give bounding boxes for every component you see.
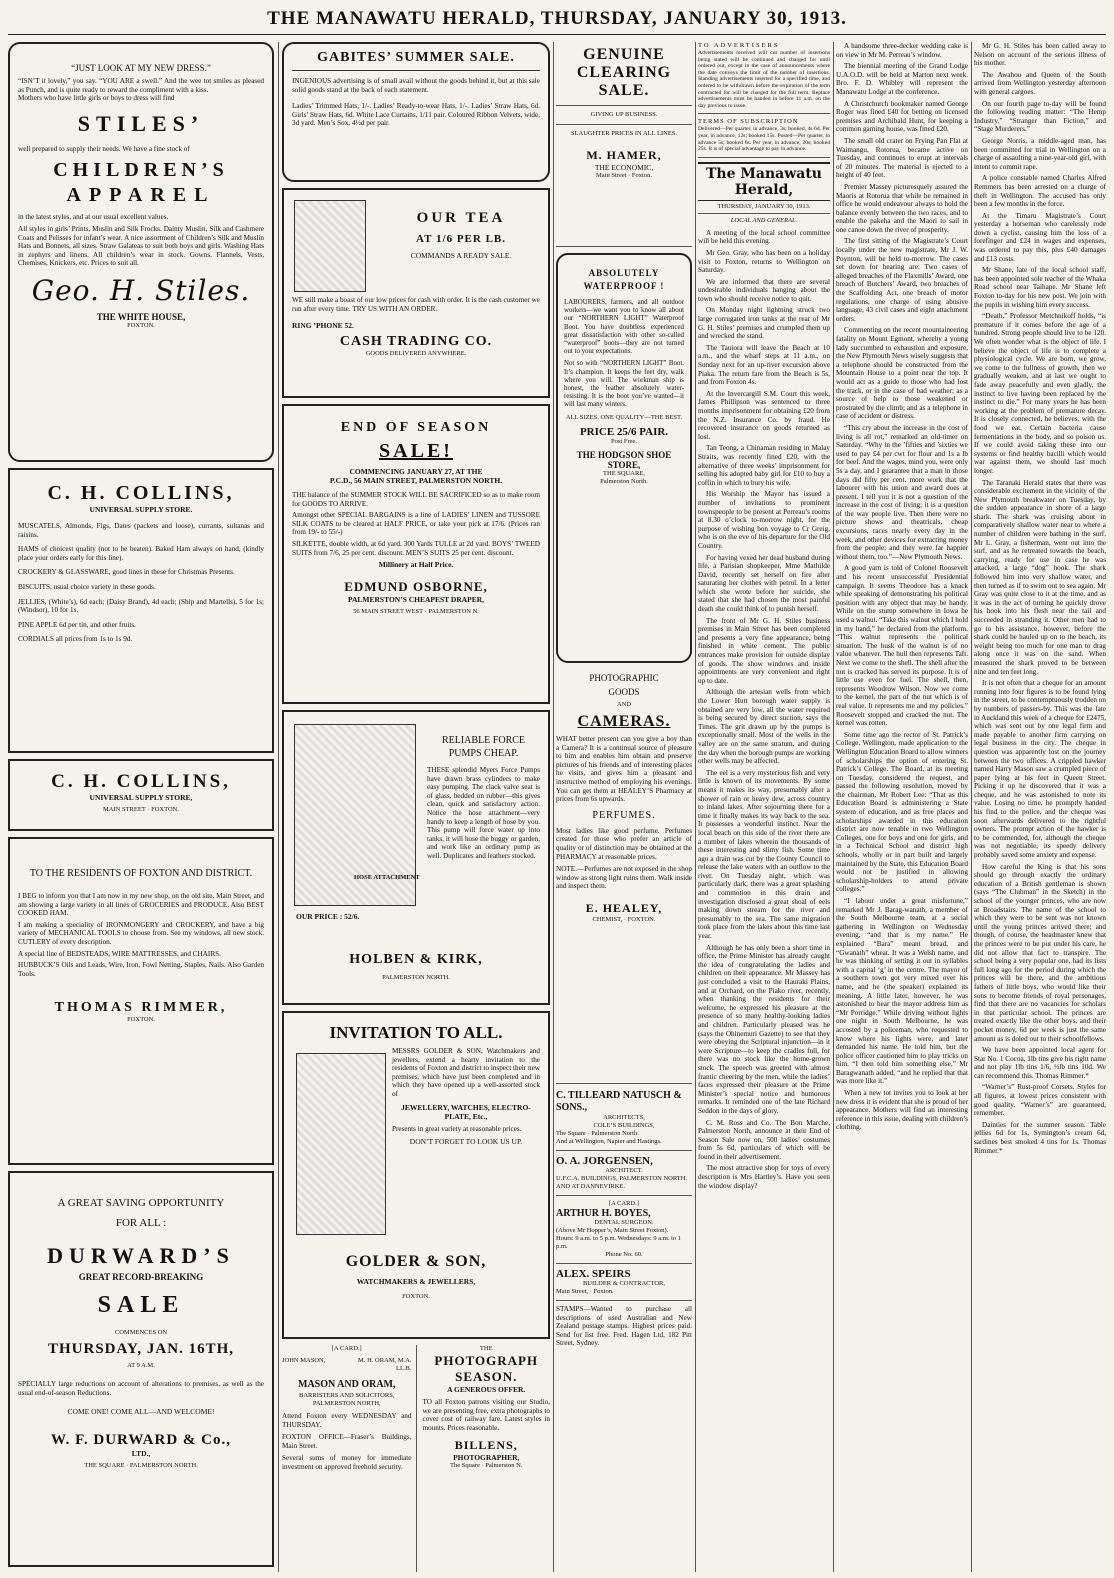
news-paragraph: We have been appointed local agent for Star No. 1 Cocoa, 1lb tins give his right name and not play 1lb tins 1/6, ½lb tins 10d. We can recommend this. Thomas Rimmer.* bbox=[974, 1046, 1106, 1080]
osborne-line-3: COMMENCING JANUARY 27, AT THE bbox=[349, 467, 483, 476]
golder-presents: Presents in great variety at reasonable prices. bbox=[392, 1124, 522, 1133]
collins-item: PINE APPLE 6d per tin, and other fruits. bbox=[18, 620, 136, 629]
news-paragraph: At the Invercargill S.M. Court this week, James Phillipson was sentenced to three months imprisonment for obtaining £20 from the N.Z. Insurance Co. by fraud. He recovered insurance on goods returned as lost. bbox=[698, 389, 830, 441]
durward-date: THURSDAY, JAN. 16TH, bbox=[47, 1341, 234, 1357]
billens-ad bbox=[423, 1345, 551, 1572]
hodgson-address: Palmerston North. bbox=[600, 477, 648, 485]
gabites-title: GABITES’ SUMMER SALE. bbox=[292, 50, 540, 71]
osborne-p4: Millinery at Half Price. bbox=[378, 560, 454, 570]
column-4 bbox=[698, 42, 830, 1572]
stiles-heading-1: CHILDREN’S bbox=[53, 159, 229, 182]
durward-time: AT 9 A.M. bbox=[127, 1362, 155, 1369]
speirs-sub: BUILDER & CONTRACTOR, bbox=[582, 1280, 666, 1287]
stiles-mothers: Mothers who have little girls or boys to dress will find bbox=[18, 94, 175, 103]
speirs-address: Main Street, · Foxton. bbox=[556, 1288, 614, 1295]
holben-name: HOLBEN & KIRK, bbox=[349, 952, 483, 967]
golder-town: FOXTON. bbox=[402, 1293, 430, 1300]
durward-name: DURWARD’S bbox=[47, 1243, 235, 1268]
news-paragraph: A meeting of the local school committee will be held this evening. bbox=[698, 228, 830, 246]
healey-line-2: GOODS bbox=[608, 687, 640, 697]
masthead-rule bbox=[8, 34, 1106, 35]
durward-sale: SALE bbox=[97, 1292, 185, 1318]
news-paragraph: Some time ago the rector of St. Patrick’s College, Wellington, made application to the Wellington Education Board to allow winners of scholarships the option of entering St. Patrick’s College. The Board, at its meeting on Tuesday, considered the request, and passed the following resolution, moved by the chairman, Mr Robert Lee: “That as this Education Board is administering a State system of education, and as free places and scholarships awarded in this education district are now tenable in two Wellington Colleges, one for boys and one for girls, and in a Technical School and district high schools, wholly or in part built and largely maintained by the State, this Education Board would not be justified in allowing scholarship-holders to attend private colleges.” bbox=[836, 730, 968, 894]
gabites-p1: INGENIOUS advertising is of small avail without the goods behind it, but at this sale solid goods stand at the back of each statement. bbox=[292, 77, 540, 94]
jewellery-display-illustration bbox=[296, 1053, 386, 1235]
cash-name: CASH TRADING CO. bbox=[339, 334, 493, 350]
osborne-line-4: P.C.D., 56 MAIN STREET, PALMERSTON NORTH. bbox=[329, 476, 503, 485]
editorial-date: THURSDAY, JANUARY 30, 1913. bbox=[717, 202, 811, 210]
news-paragraph: The Taranaki Herald states that there was considerable excitement in the vicinity of the New Plymouth breakwater on Tuesday, by the sudden appearance in shore of a large shark. The shark was cruising about in comparatively shallow water near to where a number of children were bathing in the surf. Mr L. Gray, a fisherman, went out into the surf, and as he retreated towards the beach, carrying, ready for use in case he was attacked, a large “dog” hook. The shark followed him into very shallow water, and then turned as if to swim out to sea again. Mr Gray was quite close to it at the time, and as it was in the act of turning he quickly drove his hook into his flesh near the tail and succeeded in stranding it. Other men had to go to his assistance, however, before the shark could be hauled up on to the beach, its weight being too much for one man to drag along once it was on the sand. When measured the shark proved to be between nine and ten feet long. bbox=[974, 478, 1106, 676]
jorgensen-ad bbox=[556, 1155, 692, 1196]
subscription-title: TERMS OF SUBSCRIPTION bbox=[698, 118, 799, 126]
hodgson-post: Post Free. bbox=[611, 437, 637, 445]
gabites-p2: Ladies’ Trimmed Hats, 1/-. Ladies’ Ready-to-wear Hats, 1/-. Ladies’ Straw Hats, 6d. Girls’ Straw Hats, 6d. White Lace Curtains, 1/11 pair. Coloured Ribbon Velvets, wide, 3d yard. Men’s Sox, 4½d per pair. bbox=[292, 102, 540, 128]
osborne-p2: Amongst other SPECIAL BARGAINS is a line of LADIES’ LINEN and TUSSORE SILK COATS to be cleared at HALF PRICE, or take your pick at 17/6. (Prices ran from 19/- to 55/-) bbox=[292, 511, 540, 537]
mason-p2: FOXTON OFFICE—Fraser’s Buildings, Main Street. bbox=[282, 1433, 412, 1450]
news-paragraph: The Tauiora will leave the Beach at 10 a.m., and the wharf steps at 11 a.m., on Sunday next for an up-river excursion above Piaka. The return fare from the Beach is 5s, and from Foxton 4s. bbox=[698, 343, 830, 387]
mason-card: [A CARD.] bbox=[331, 1345, 362, 1352]
news-paragraph: A police constable named Charles Alfred Remmers has been arrested on a charge of theft in Wellington. The accused has only been a few months in the force. bbox=[974, 174, 1106, 209]
holben-address: PALMERSTON NORTH. bbox=[382, 974, 450, 981]
osborne-line-1: END OF SEASON bbox=[340, 420, 492, 435]
rimmer-title: TO THE RESIDENTS OF FOXTON AND DISTRICT. bbox=[29, 868, 253, 879]
billens-address: The Square · Palmerston N. bbox=[450, 1462, 523, 1470]
healey-name: E. HEALEY, bbox=[585, 900, 663, 915]
pump-hose-label: HOSE ATTACHMENT bbox=[354, 874, 420, 881]
news-paragraph: “This cry about the increase in the cost of living is all rot,” remarked an old-timer on Saturday. “Why in the ’fifties and ’sixties we used to pay £4 per cwt for flour and 1s a lb for beef. And the wages, mind you, were only 5s a day, and I guarantee that a man in those days did fifty per cent. more work that the labourer with his union and award does at present. I tell you it is not a question of the increase in the cost of living; it is a question of the way people live. Then there were no picture shows and theatricals, cheap excursions, races nearly every day in the week, and other devices for extracting money from the people; and they were far happier without them, too.”—New Plymouth News. bbox=[836, 423, 968, 561]
column-1 bbox=[8, 42, 274, 1572]
rimmer-p3: A special line of BEDSTEADS, WIRE MATTRESSES, and CHAIRS. bbox=[18, 949, 221, 958]
collins-item: HAMS of choicest quality (not to be beaten). Baked Ham always on hand, (kindly place your orders early for this line). bbox=[18, 545, 264, 562]
cash-trading-ad bbox=[282, 188, 550, 398]
collins-item: MUSCATELS, Almonds, Figs, Dates (packets and loose), currants, sultanas and raisins. bbox=[18, 522, 264, 539]
healey-ad bbox=[556, 673, 692, 1084]
durward-line-1: A GREAT SAVING OPPORTUNITY bbox=[57, 1197, 225, 1209]
tilleard-sub: ARCHITECTS, bbox=[603, 1114, 645, 1121]
stiles-intro: “ISN’T it lovely,” you say. “YOU ARE a swell.” And the wee tot smiles as pleased as Punch, and is quite ready to reward the compliment with a kiss. bbox=[18, 77, 264, 94]
local-news-list bbox=[698, 229, 830, 1191]
hodgson-p2: Not so with “NORTHERN LIGHT” Boot. It’s champion. It keeps the feet dry, walk where you will. The workman ship is honest, the leather absolutely water-resisting. It is the boot you’ve wanted—it will last many winters. bbox=[564, 360, 684, 409]
news-paragraph: Dainties for the summer season. Table jellies 6d for 1s, Symington’s cream 6d, sardines best smoked 4 tins for 1s. Thomas Rimmer.* bbox=[974, 1120, 1106, 1155]
news-paragraph: When a new tot invites you to look at her new dress it is evident that she is proud of her appearance. Mothers will find an interesting reference in this issue, dealing with children’s clothing. bbox=[836, 1089, 968, 1132]
durward-ltd: LTD., bbox=[131, 1449, 151, 1459]
hodgson-p3: ALL SIZES. ONE QUALITY—THE BEST. bbox=[565, 413, 683, 421]
mason-p3: Several sums of money for immediate investment on approved freehold security. bbox=[282, 1454, 412, 1471]
hamer-name: M. HAMER, bbox=[586, 148, 662, 162]
stiles-ad bbox=[8, 42, 274, 462]
mason-partner-2: M. H. ORAM, M.A. LL.B. bbox=[358, 1357, 412, 1372]
news-paragraph: The biennial meeting of the Grand Lodge U.A.O.D. will be held at Marton next week. Bro. F. D. Whibley will represent the Manawatu Lodge at the conference. bbox=[836, 62, 968, 96]
bottom-ads-row bbox=[282, 1345, 550, 1572]
rimmer-p4: HUBBUCK’S Oils and Leads, Wire, Iron, Fowl Netting, Staples, Nails. Also Garden Tools. bbox=[18, 961, 264, 978]
news-paragraph: “I labour under a great misfortune,” remarked Mr J. Barag-wanath, a member of the South Melbourne team, at a social gathering in Wellington on Wednesday evening, “and that is my name.” He explained “Bara” meant bread, and “Gwanath” wheat. It was a Welsh name, and he was thinking of setting it out in syllables with a capital ‘g’ in the centre. The mayor of a southern town got very mixed over his name, and he (the speaker) explained its meaning. A little later, however, he was astonished to hear the mayor address him as “Mr Porridge.” While driving without lights one night in South Melbourne, he was accosted by a policeman, who requested to know where his lights were, and later demanded his name. He told him, but the police officer cautioned him to play tricks on him. “I then told him something else,” Mr Baragwanath added, “and he replied that that was more like it.” bbox=[836, 897, 968, 1086]
news-paragraph: At the Timaru Magistrate’s Court yesterday a horseman who carelessly rode down a cyclist, causing him the loss of a forefinger and £24 in wages and expenses, was ordered to pay this, plus £40 damages and £13 costs. bbox=[974, 211, 1106, 263]
mason-sub: BARRISTERS AND SOLICITORS, PALMERSTON NORTH, bbox=[299, 1392, 395, 1407]
news-paragraph: The most attractive shop for toys of every description is Mrs Hartley’s. Have you seen the window display? bbox=[698, 1164, 830, 1190]
golder-sub: WATCHMAKERS & JEWELLERS, bbox=[356, 1277, 476, 1286]
rimmer-ad bbox=[8, 837, 274, 1165]
stiles-values: in the latest styles, and at our usual excellent values. bbox=[18, 213, 169, 222]
osborne-address: 56 MAIN STREET WEST · PALMERSTON N. bbox=[353, 608, 479, 616]
durward-firm: W. F. DURWARD & Co., bbox=[50, 1432, 232, 1449]
masthead: THE MANAWATU HERALD, THURSDAY, JANUARY 30, 1913. bbox=[267, 8, 847, 29]
advertisers-notice bbox=[698, 42, 830, 114]
news-paragraph: The front of Mr G. H. Stiles business premises in Main Street has been completed and presents a very fine appearance, being finished in white cement. The public entrances make provision for outside display of goods. The show windows and inside appointments are very convenient and right up to date. bbox=[698, 616, 830, 685]
stiles-list: All styles in girls’ Prints, Muslin and Silk Frocks. Dainty Muslin, Silk and Cashmere Coats and Pelisses for infant’s wear. A nice assortment of Children’s Silk and Muslin Hats and Bonnets, all sizes. Straw Galateas to suit both boys and girls. Washing Hats in zephyrs and linens. All children’s wear in stock. Gowns, Flannels, Vests, Chemises, Knickers, etc. Prices to suit all. bbox=[18, 224, 264, 268]
news-paragraph: Mr G. H. Stiles has been called away to Nelson on account of the serious illness of his mother. bbox=[974, 42, 1106, 68]
hamer-line-4: GIVING UP BUSINESS. bbox=[590, 111, 658, 118]
healey-p3: NOTE.—Perfumes are not exposed in the shop window as strong light ruins them. Walk inside and inspect them. bbox=[556, 865, 692, 891]
jorgensen-name: O. A. JORGENSEN, bbox=[556, 1155, 653, 1167]
subscription-notice bbox=[698, 114, 830, 157]
hamer-ad bbox=[556, 46, 692, 247]
collins-card-name: C. H. COLLINS, bbox=[51, 771, 231, 792]
news-paragraph: His Worship the Mayor has issued a number of invitations to prominent townspeople to be present at Perreau’s rooms at 8.30 o’clock to-morrow night, for the purpose of wishing bon voyage to Cr Greig, who is on the eve of his departure for the Old Country. bbox=[698, 490, 830, 550]
news-paragraph: Mr Geo. Gray, who has been on a holiday visit to Foxton, returns to Wellington on Saturday. bbox=[698, 248, 830, 275]
holben-kirk-ad bbox=[282, 710, 550, 1005]
healey-address: CHEMIST, · FOXTON. bbox=[592, 915, 656, 923]
hodgson-square: THE SQUARE, bbox=[603, 469, 645, 477]
mason-name: MASON AND ORAM, bbox=[298, 1379, 396, 1390]
billens-line-1: THE bbox=[479, 1345, 493, 1352]
collins-name: C. H. COLLINS, bbox=[47, 482, 235, 504]
boyes-name: ARTHUR H. BOYES, bbox=[556, 1208, 651, 1219]
subscription-text: Delivered—Per quarter, in advance, 3s; booked, 4s 6d. Per year, in advance, 12s; booked 15s. Posted—Per quarter, in advance 5s; booked 6s. Per year, in advance, 20s; booked 25s. It is of special advantage to pay in advance. bbox=[698, 126, 830, 153]
collins-item-list bbox=[18, 522, 264, 644]
hamer-address: Main Street · Foxton. bbox=[596, 172, 652, 179]
durward-text: SPECIALLY large reductions on account of alterations to premises, as well as the usual end-of-season Reductions. bbox=[18, 1380, 264, 1397]
hodgson-title: ABSOLUTELY WATERPROOF ! bbox=[583, 268, 665, 291]
billens-text: TO all Foxton patrons visiting our Studio, we are presenting free, extra photographs to cover cost of railway fare. Latest styles in mounts. Prices reasonable. bbox=[422, 1398, 550, 1432]
rimmer-town: FOXTON. bbox=[127, 1016, 155, 1024]
news-paragraph: “Death,” Professor Metchnikoff holds, “is premature if it comes before the age of a hundred. Strong people should live to be 120. We often wonder what is the object of life. I believe the object of life is to complete a physiological cycle. We are born, we grow, we come to the fullness of growth, then we gradually weaken, and at last we ought to fade away peacefully and even gladly, the instinct to live having been replaced by the instinct to die.” For many years he has been working at the problem of premature decay. It is closely connected, he believes, with the food we eat. Certain bacteria cause fermentations in the body, and so poison us. If we could avoid taking these into our systems or find healthy bacilli which would war against them, we should last much longer. bbox=[974, 312, 1106, 475]
cash-line-2: AT 1/6 PER LB. bbox=[416, 233, 506, 245]
hamer-divider bbox=[556, 124, 692, 125]
mason-partner-1: JOHN MASON, bbox=[282, 1357, 326, 1364]
collins-card bbox=[8, 759, 274, 831]
stiles-stock: well prepared to supply their needs. We have a fine stock of bbox=[18, 144, 190, 153]
healey-line-3: AND bbox=[616, 701, 632, 708]
column-divider bbox=[553, 42, 554, 1572]
news-paragraph: For having vexed her dead husband during life, a Parisian shopkeeper, Mme Mathilde David, recently set herself on fire after saturating her clothes with petrol. In a letter which she wrote before her suicide, she stated that she had chosen the most painful death she could think of to punish herself. bbox=[698, 553, 830, 614]
gabites-ad bbox=[282, 42, 550, 182]
osborne-p1: THE balance of the SUMMER STOCK WILL BE SACRIFICED so as to make room for GOODS TO ARRIVE. bbox=[292, 491, 540, 508]
healey-p2: Most ladies like good perfume. Perfumes created for those who prefer an article of quality or of distinction may be obtained at the PHARMACY at reasonable prices. bbox=[556, 826, 692, 861]
boyes-sub: DENTAL SURGEON. bbox=[594, 1219, 654, 1226]
durward-commences: COMMENCES ON bbox=[114, 1329, 168, 1336]
golder-text: MESSRS GOLDER & SON, Watchmakers and jewellers, extend a hearty invitation to the residents of Foxton and district to inspect their new premises, which have just been completed and in which they have opened up a well-assorted stock of bbox=[392, 1047, 540, 1098]
hodgson-price: PRICE 25/6 PAIR. bbox=[579, 425, 669, 438]
stiles-town: FOXTON. bbox=[127, 321, 155, 329]
news-paragraph: Premier Massey picturesquely assured the Maoris at Rotorua that while he remained in office he would endeavour always to hold the balance evenly between the two races, and to enable the pakeha and the Maori to sail in one canoe down the river of prosperity. bbox=[836, 182, 968, 234]
news-paragraph: It is not often that a cheque for an amount running into four figures is to be found lying in the street, to be contemptuously trodden on by numbers of passers-by. This was the fate in Auckland this week of a cheque for £2475, which was sent out by one legal firm and made payable to another firm carrying on legal business in the city. The cheque in question was apparently lost on the journey between the two offices. A crippled hawker named Harry Mason saw a crumpled piece of paper lying at his feet in Queen Street. Picking it up he discovered that it was a cheque, and he was astonished to note its value. Losing no time, he promptly handed his find to the police, and the cheque was soon afterwards delivered to the rightful owners. The prompt action of the hawker is to be commended, for, although the cheque was not negotiable, its speedy delivery probably saved some anxiety and expense. bbox=[974, 679, 1106, 860]
collins-item: CROCKERY & GLASSWARE, good lines in these for Christmas Presents. bbox=[18, 568, 235, 577]
hodgson-ad bbox=[556, 253, 692, 663]
cash-text: WE still make a boast of our low prices for cash with order. It is the cash customer we run after every time. TRY US WITH AN ORDER. bbox=[292, 296, 540, 313]
column-2 bbox=[282, 42, 550, 1572]
jorgensen-l2: AND AT DANNEVIRKE. bbox=[556, 1183, 626, 1190]
mason-oram-ad bbox=[282, 1345, 417, 1572]
column-3 bbox=[556, 42, 692, 1572]
column-divider bbox=[695, 42, 696, 1572]
cash-delivered: GOODS DELIVERED ANYWHERE. bbox=[365, 350, 467, 358]
rimmer-p1: I BEG to inform you that I am now in my new shop, on the old site, Main Street, and am showing a large variety in all lines of GROCERIES and PRODUCE. Also BEST COOKED HAM. bbox=[18, 892, 264, 918]
stiles-heading-2: APPAREL bbox=[66, 184, 216, 207]
collins-card-sub: UNIVERSAL SUPPLY STORE, bbox=[89, 793, 193, 802]
healey-line-4: CAMERAS. bbox=[577, 713, 671, 730]
news-paragraph: The small old crater on Frying Pan Flat at Waimangu, Rotorua, became active on Tuesday, and continues to erupt at intervals of 20 minutes. The material is ejected to a height of 40 feet. bbox=[836, 136, 968, 180]
osborne-line-2: SALE! bbox=[379, 440, 453, 462]
news-paragraph: George Norris, a middle-aged man, has been committed for trial in Wellington on a charge of assaulting a nine-year-old girl, with intent to commit rape. bbox=[974, 136, 1106, 171]
osborne-name: EDMUND OSBORNE, bbox=[344, 579, 488, 595]
durward-sub: GREAT RECORD-BREAKING bbox=[78, 1272, 204, 1282]
news-paragraph: Although the artesian wells from which the Lower Hutt borough water supply is obtained are very low, all the water required is being secured by direct suction, says the Times. The grit drawn up by the pumps is exceptionally small. Most of the wells in the valley are on the same stratum, and during the day when the borough pumps are working other wells may be affected. bbox=[698, 688, 830, 766]
speirs-ad bbox=[556, 1268, 692, 1301]
healey-h2: PERFUMES. bbox=[592, 809, 656, 821]
holben-title: RELIABLE FORCE PUMPS CHEAP. bbox=[441, 735, 526, 759]
advertisers-text: Advertisements received will cut number of insertions being stated will be continued and charged for until ordered out, except in the case of announcements where the date conveys the limit of the number of insertions. Standing advertisements inserted for a specified time, and ordered to be withdrawn before the expiration of the term contracted for will be charged for the full term. Replace advertisements must be handed in before 11 a.m. on the day previous to issue. bbox=[698, 50, 830, 109]
durward-welcome: COME ONE! COME ALL—AND WELCOME! bbox=[67, 1407, 215, 1417]
healey-line-1: PHOTOGRAPHIC bbox=[589, 673, 659, 683]
osborne-ad bbox=[282, 404, 550, 704]
boyes-l2: Hours: 9 a.m. to 5 p.m. Wednesdays: 9 a.m. to 1 p.m. bbox=[556, 1235, 682, 1250]
golder-title: INVITATION TO ALL. bbox=[329, 1023, 503, 1042]
osborne-sub: PALMERSTON’S CHEAPEST DRAPER, bbox=[347, 595, 485, 605]
news-paragraph: A Christchurch bookmaker named George Roger was fined £40 for betting on licensed premises and Archibald Hunt, for keeping a common gaming house, was fined £20. bbox=[836, 99, 968, 134]
stamps-notice: STAMPS—Wanted to purchase all descriptions of used Australian and New Zealand postage stamps. Highest prices paid. Send for list free. Fred. Hagen Ltd, 182 Pitt Street, Sydney. bbox=[556, 1305, 692, 1348]
stiles-signature: Geo. H. Stiles. bbox=[31, 273, 251, 307]
durward-ad bbox=[8, 1171, 274, 1567]
news-paragraph: Tan Teong, a Chinaman residing in Malay Straits, was recently fined £20, with the alternative of three weeks’ imprisonment for selling his adopted baby girl for £10 to buy a coffin in which to bury his wife. bbox=[698, 444, 830, 487]
hamer-sub: THE ECONOMIC, bbox=[594, 163, 654, 172]
tea-drinker-illustration bbox=[294, 200, 366, 292]
cash-line-3: COMMANDS A READY SALE. bbox=[410, 251, 512, 260]
news-paragraph: The Awahou and Queen of the South arrived from Wellington yesterday afternoon with general cargoes. bbox=[974, 70, 1106, 96]
collins-card-address: MAIN STREET · FOXTON. bbox=[103, 806, 179, 813]
golder-goods: JEWELLERY, WATCHES, ELECTRO-PLATE, Etc., bbox=[401, 1102, 531, 1121]
collins-item: JELLIES, (White’s), 6d each; (Daisy Brand), 4d each; (Ship and Martells), 5 for 1s; (Windsor), 10 for 1s. bbox=[18, 597, 264, 615]
golder-lookup: DON’T FORGET TO LOOK US UP. bbox=[409, 1137, 523, 1147]
tilleard-l2: The Square · Palmerston North. bbox=[556, 1130, 639, 1137]
osborne-p3: SILKETTE, double width, at 6d yard. 300 Yards TULLE at 2d yard. BOYS’ TWEED SUITS from 7/6, 25 per cent. discount. MEN’S SUITS 25 per cent. discount. bbox=[292, 539, 540, 557]
boyes-card: [A CARD.] bbox=[609, 1200, 639, 1207]
boyes-l3: Phone No. 60. bbox=[605, 1251, 643, 1258]
section-heading: LOCAL AND GENERAL. bbox=[698, 213, 830, 225]
news-paragraph: Although he has only been a short time in office, the Prime Minister has already caught the idea of congratulating the ladies and children on their appearance. Mr Massey has just concluded a visit to the Hauraki Plains, and at Orchard, on the Piako river, recently, when thanking the residents for their welcome, he expressed his pleasure at the presence of so many healthy-looking ladies and children. Particularly pleased was he (says the Ohinemuri Gazette) to see that they were obeying the Scriptural injunction—in it were Scripture—to keep the cradles full, for there was no stock like the home-grown stock. The speech was greeted with almost frantic cheering by the men, while the ladies’ faces expressed their pleasure at the Prime Minister’s special notice and humorous remarks. It reminded one of the late Richard Seddon in the days of glory. bbox=[698, 943, 830, 1115]
column-5 bbox=[836, 42, 968, 1572]
stiles-name: STILES’ bbox=[77, 110, 205, 136]
news-paragraph: The eel is a very mysterious fish and very little is known of its movements. By some means it makes its way, presumably after a shower of rain or heavy dew, across country to inland lakes. After sojourning there for a time it finally makes its way back to the sea. It possesses a wonderful instinct. Near the local beach on this side of the river there are a number of lakes wherein the thousands of these interesting and slimy fish. Some time ago a drain was cut by the County Council to release the lake waters with an outflow to the river. On Tuesday night, which was particularly dark, there was a great splashing and commotion in this drain and investigation disclosed a great shoal of eels making down stream for the river and presumably to the sea. The same migration took place from the lakes about this time last year. bbox=[698, 768, 830, 941]
durward-address: THE SQUARE · PALMERSTON NORTH. bbox=[84, 1462, 198, 1470]
column-6 bbox=[974, 42, 1106, 1572]
news-paragraph: Commenting on the recent mountaineering fatality on Mount Egmont, whereby a young lady succumbed to exhaustion and exposure, the New Plymouth News wisely suggests that a telephone should be constructed from the Mountain House to a point near the top. It would act as a guide to those who had lost the track, or in the case of bad weather; as a source of help to those weakened or prostrated by the climb; and as a telephone in case of accident or distress. bbox=[836, 326, 968, 421]
durward-line-2: FOR ALL : bbox=[115, 1217, 167, 1229]
local-news-list bbox=[974, 42, 1106, 1155]
rimmer-p2: I am making a speciality of IRONMONGERY and CROCKERY, and have a big variety of MECHANICAL TOOLS to choose from. See my windows, all new stock. CUTLERY of every description. bbox=[18, 920, 264, 946]
speirs-name: ALEX. SPEIRS bbox=[556, 1268, 631, 1280]
news-paragraph: The first sitting of the Magistrate’s Court locally under the new magistrate, Mr J. W. Poynton, will be held to-morrow. The cases set down for hearing are: Two cases of alleged breaches of the Flaxmills’ Award, one breach of Butchers’ Award, two breaches of the Scaffolding Act, one breach of motor regulations, one charge of using abusive language, 43 civil cases and eight attachment orders. bbox=[836, 237, 968, 323]
billens-line-4: A GENEROUS OFFER. bbox=[447, 1385, 526, 1394]
news-paragraph: How careful the King is that his sons should go through exactly the ordinary education of a British gentleman is shown (says “The Clubman” in the Sketch) in the school of the younger princes, who are now at Broadstairs. The name of the school to which they were to be sent was not known until the young princes arrived there; and though, of course, the headmaster knew that the princes were to be put under his care, he did not allow that fact to transpire. The school being a very popular one, had its lists full long ago for the period during which the princes will be there, and the ambitious fathers of little boys, who would like their sons to become friends of royal personages, find that there are no vacancies for scholars in that particular school. The princes are treated exactly like the other boys, and their pocket money, 6d per week is just the same amount as is doled out to their schoolfellows. bbox=[974, 862, 1106, 1043]
healey-p1: WHAT better present can you give a boy than a Camera? It is a continual source of pleasure to him and enables him obtain and preserve pictures of his friends and of interesting places he visits, and gives him a pleasant and instructive method of employing his evenings. You can get them at HEALEY’S Pharmacy at prices from 6s upwards. bbox=[556, 735, 692, 804]
collins-item: CORDIALS all prices from 1s to 1s 9d. bbox=[18, 635, 133, 644]
hamer-line-3: SALE. bbox=[598, 82, 650, 99]
news-paragraph: “Warner’s” Rust-proof Corsets. Styles for all figures, at lowest prices consistent with good quality. “Warner’s” are guaranteed, remember. bbox=[974, 1083, 1106, 1118]
stiles-quote: “JUST LOOK AT MY NEW DRESS.” bbox=[71, 63, 211, 73]
news-paragraph: C. M. Ross and Co. The Bon Marche, Palmerston North, announce at their End of Season Sale now on, 500 ladies’ costumes from 5s 6d, particulars of which will be found in their advertisement. bbox=[698, 1118, 830, 1161]
paper-title: The Manawatu Herald, bbox=[698, 162, 830, 201]
cash-line-1: OUR TEA bbox=[416, 210, 506, 226]
local-news-list bbox=[836, 42, 968, 1132]
rimmer-name: THOMAS RIMMER, bbox=[54, 1000, 228, 1016]
hamer-divider bbox=[556, 105, 692, 106]
billens-line-2: PHOTOGRAPH bbox=[434, 1353, 539, 1368]
collins-item: BISCUITS, usual choice variety in these goods. bbox=[18, 582, 156, 591]
billens-name: BILLENS, bbox=[454, 1438, 518, 1453]
column-divider bbox=[833, 42, 834, 1572]
news-paragraph: A handsome three-decker wedding cake is on view in Mr M. Perreau’s window. bbox=[836, 42, 968, 59]
column-divider bbox=[971, 42, 972, 1572]
tilleard-l1: COLE’S BUILDINGS, bbox=[593, 1122, 655, 1129]
cash-phone: RING ’PHONE 52. bbox=[292, 321, 354, 331]
jorgensen-l1: U.F.C.A. BUILDINGS, PALMERSTON NORTH. bbox=[556, 1175, 688, 1182]
hamer-line-2: CLEARING bbox=[576, 64, 672, 81]
holben-text: THESE splendid Myers Force Pumps have drawn brass cylinders to make easy pumping. The clack valve seat is of glass, bedded on rubber—this gives clean, quick and satisfactory action. Notice the hose attachment—very handy to keep a length of hose by you. This pump will force water up into tanks, it will hose the buggy or garden, and work like an ordinary pump as well. Duplicates and leathers stocked. bbox=[427, 766, 540, 860]
hamer-line-5: SLAUGHTER PRICES IN ALL LINES. bbox=[570, 130, 678, 137]
advertisers-title: TO ADVERTISERS bbox=[698, 42, 780, 49]
jorgensen-sub: ARCHITECT. bbox=[605, 1167, 643, 1174]
pump-price: OUR PRICE : 52/6. bbox=[296, 912, 360, 921]
news-paragraph: A good yarn is told of Colonel Roosevelt and his recent unsuccessful Presidential campaign. It seems Theodore has a knack while speaking of demonstrating his political position with any object that may be handy. While on the stump somewhere in Iowa he used a walnut. “Take this walnut which I hold in my hand,” he declared from the platform. “This walnut represents the political situation. The husk of the walnut is of no value whatever. The hull then represents Taft. Next we come to the shell. The shell after the nut is cracked has served its purpose. It is of little use even for fuel. The shell, then, represents Woodrow Wilson. Now we come to the kernel, the part of the nut which is of real value. It represents me and my policies.” Roosevelt stopped and cracked the nut. The kernel was rotten. bbox=[836, 564, 968, 728]
tilleard-ad bbox=[556, 1090, 692, 1151]
hamer-line-1: GENUINE bbox=[583, 46, 665, 63]
news-paragraph: On Monday night lightning struck two large corrugated iron tanks at the rear of Mr G. H. Stiles’ premises and crumpled them up and wrecked the stand. bbox=[698, 306, 830, 341]
collins-sub: UNIVERSAL SUPPLY STORE. bbox=[89, 505, 193, 514]
news-paragraph: We are informed that there are several undesirable individuals hanging about the town who should receive notice to quit. bbox=[698, 277, 830, 303]
hodgson-p1: LABOURERS, farmers, and all outdoor workers—we want you to know all about our “NORTHERN LIGHT” Waterproof Boot. You have doubtless experienced great dissatisfaction with other so-called “waterproof” boots—they are not turned out to your expectations. bbox=[564, 299, 684, 356]
tilleard-l3: And at Wellington, Napier and Hastings. bbox=[556, 1138, 662, 1145]
golder-ad bbox=[282, 1011, 550, 1339]
golder-name: GOLDER & SON, bbox=[345, 1253, 487, 1270]
news-paragraph: On our fourth page to-day will be found the following reading matter: “The Hemp Industry,” “Stranger than Fiction,” and “Stage Murderers.” bbox=[974, 99, 1106, 134]
billens-line-3: SEASON. bbox=[455, 1369, 518, 1384]
tilleard-name: C. TILLEARD NATUSCH & SONS., bbox=[556, 1090, 682, 1113]
column-divider bbox=[278, 42, 279, 1572]
hodgson-name: THE HODGSON SHOE STORE, bbox=[576, 449, 672, 470]
billens-sub: PHOTOGRAPHER, bbox=[453, 1453, 520, 1463]
boyes-l1: (Above Mr Hopper’s, Main Street Foxton). bbox=[556, 1227, 669, 1234]
boyes-ad bbox=[556, 1200, 692, 1264]
news-paragraph: Mr Shane, late of the local school staff, has been appointed sole teacher of the Whaka Road school near Taihape. Mr Shane left Foxton to-day for his new post. We join with the pupils in wishing him every success. bbox=[974, 266, 1106, 309]
collins-ad bbox=[8, 468, 274, 753]
stiles-house: THE WHITE HOUSE, bbox=[96, 311, 186, 322]
mason-p1: Attend Foxton every WEDNESDAY and THURSDAY. bbox=[282, 1412, 412, 1429]
